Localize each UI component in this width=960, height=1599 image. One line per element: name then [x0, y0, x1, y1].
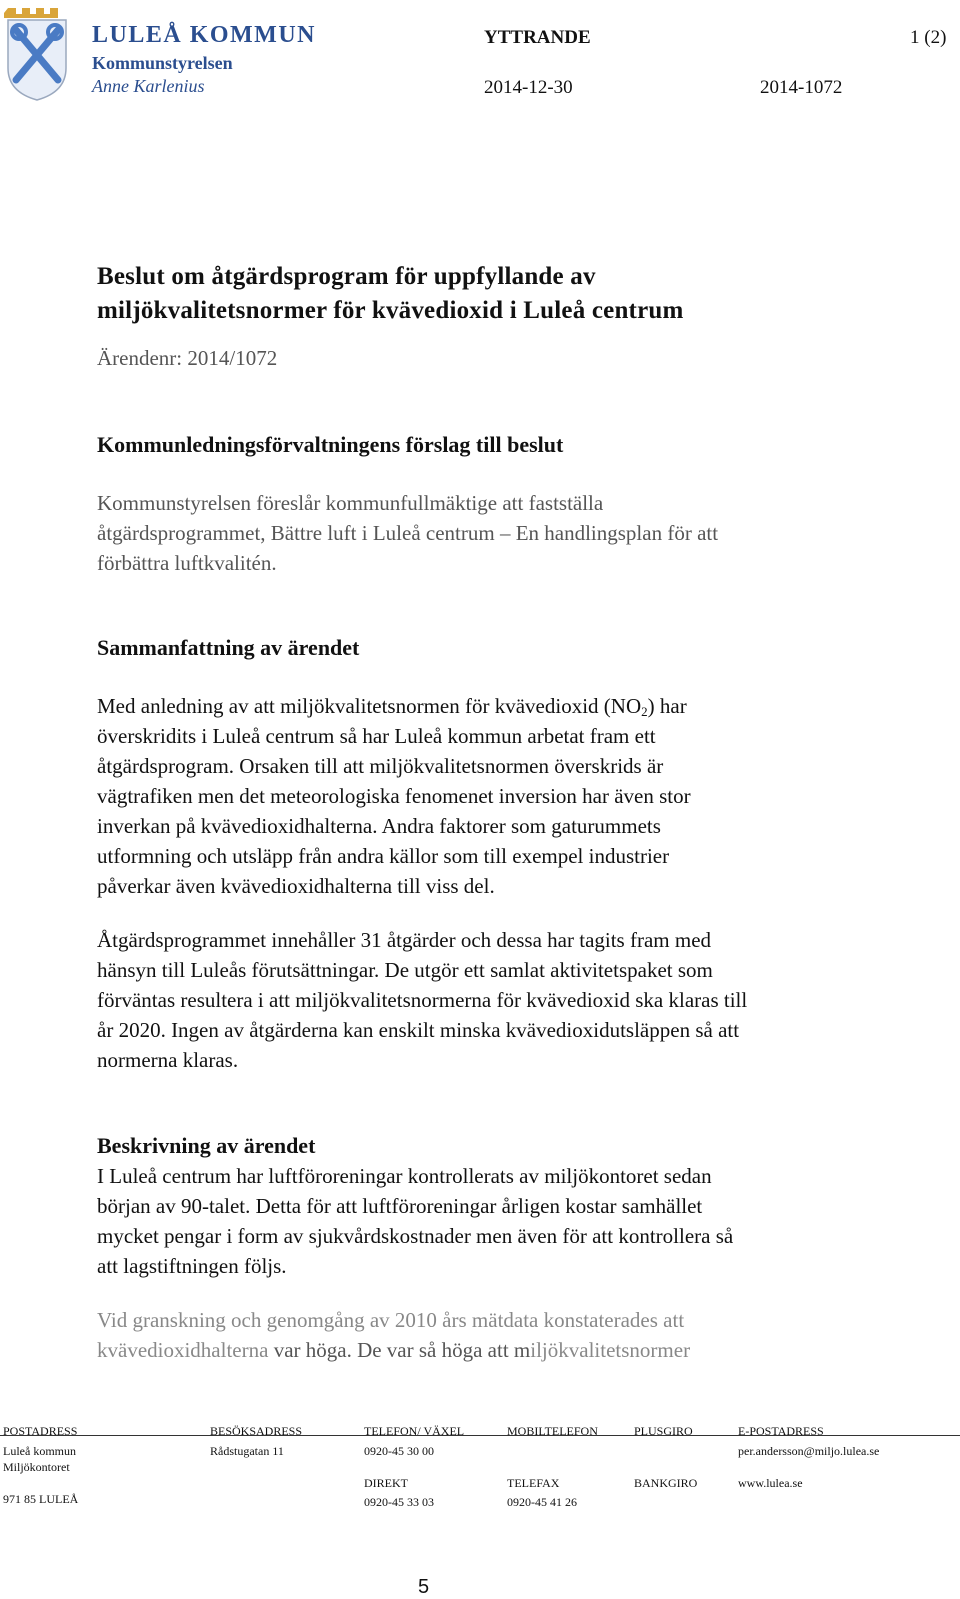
text-line: vägtrafiken men det meteorologiska fenomenet inversion har även stor: [97, 784, 691, 808]
page-number: 5: [418, 1576, 430, 1598]
lulea-crest-logo: [4, 2, 72, 102]
text-line: hänsyn till Luleås förutsättningar. De utgör ett samlat aktivitetspaket som: [97, 958, 713, 982]
footer-email-link[interactable]: per.andersson@miljo.lulea.se: [738, 1444, 880, 1458]
footer-postal-line: Miljökontoret: [3, 1460, 70, 1474]
description-paragraph: [97, 1161, 857, 1281]
summary-paragraph-2: [97, 925, 897, 1075]
footer-direct-value: 0920-45 33 03: [364, 1495, 434, 1509]
title-line: miljökvalitetsnormer för kvävedioxid i Luleå centrum: [97, 297, 684, 324]
footer-email-label: E-POSTADRESS: [738, 1424, 824, 1438]
text-line: början av 90-talet. Detta för att luftföroreningar årligen kostar samhället: [97, 1194, 703, 1218]
document-date: 2014-12-30: [484, 77, 573, 98]
description-heading: Beskrivning av ärendet: [97, 1133, 316, 1158]
footer-website-link[interactable]: www.lulea.se: [738, 1476, 803, 1490]
footer-fax-label: TELEFAX: [507, 1476, 560, 1490]
text-line: inverkan på kvävedioxidhalterna. Andra faktorer som gaturummets: [97, 814, 661, 838]
text-line: kvävedioxidhalterna var höga. De var så höga att miljökvalitetsnormer: [97, 1338, 691, 1362]
footer-direct-label: DIREKT: [364, 1476, 408, 1490]
text-line: mycket pengar i form av sjukvårdskostnader men även för att kontrollera så: [97, 1224, 734, 1248]
summary-paragraph-1: [97, 691, 857, 901]
footer-postal-label: POSTADRESS: [3, 1424, 78, 1438]
footer-mobile-label: MOBILTELEFON: [507, 1424, 598, 1438]
footer-phone-label: TELEFON/ VÄXEL: [364, 1424, 465, 1438]
text-line: påverkar även kvävedioxidhalterna till viss del.: [97, 874, 495, 898]
subscript: 2: [641, 704, 648, 719]
footer-postal-line: Luleå kommun: [3, 1444, 76, 1458]
proposal-text: [97, 488, 857, 578]
text-line: normerna klaras.: [97, 1048, 239, 1072]
footer-visit-label: BESÖKSADRESS: [210, 1424, 303, 1438]
text-line: överskridits i Luleå centrum så har Luleå kommun arbetat fram ett: [97, 724, 656, 748]
text-line: I Luleå centrum har luftföroreningar kontrollerats av miljökontoret sedan: [97, 1164, 712, 1188]
text-line: Med anledning av att miljökvalitetsnormen för kvävedioxid $(NO_2)$ har: [97, 694, 687, 719]
summary-heading: Sammanfattning av ärendet: [97, 635, 360, 660]
case-number: Ärendenr: 2014/1072: [97, 346, 278, 370]
proposal-heading: Kommunledningsförvaltningens förslag till beslut: [97, 432, 564, 457]
document-title: [97, 260, 857, 328]
description-paragraph-2: [97, 1305, 857, 1365]
text-line: att lagstiftningen följs.: [97, 1254, 287, 1278]
footer-plusgiro-label: PLUSGIRO: [634, 1424, 693, 1438]
footer-postal-line: 971 85 LULEÅ: [3, 1492, 79, 1506]
text-line: förväntas resultera i att miljökvalitetsnormerna för kvävedioxid ska klaras till: [97, 988, 748, 1012]
text-line: Kommunstyrelsen föreslår kommunfullmäktige att fastställa: [97, 491, 604, 515]
footer-visit-value: Rådstugatan 11: [210, 1444, 284, 1458]
document-reference: 2014-1072: [760, 77, 843, 98]
document-type: YTTRANDE: [484, 27, 591, 48]
footer-phone-value: 0920-45 30 00: [364, 1444, 434, 1458]
department: Kommunstyrelsen: [92, 53, 233, 73]
text-line: förbättra luftkvalitén.: [97, 551, 277, 575]
author-name: Anne Karlenius: [92, 76, 205, 96]
org-name: LULEÅ KOMMUN: [92, 22, 316, 48]
text-line: åtgärdsprogrammet, Bättre luft i Luleå centrum – En handlingsplan för att: [97, 521, 719, 545]
text-line: Åtgärdsprogrammet innehåller 31 åtgärder och dessa har tagits fram med: [97, 928, 712, 952]
footer-bankgiro-label: BANKGIRO: [634, 1476, 698, 1490]
page-indicator: 1 (2): [910, 27, 947, 48]
text-line: åtgärdsprogram. Orsaken till att miljökvalitetsnormen överskrids är: [97, 754, 664, 778]
text-line: utformning och utsläpp från andra källor som till exempel industrier: [97, 844, 670, 868]
footer-fax-value: 0920-45 41 26: [507, 1495, 577, 1509]
text-line: Vid granskning och genomgång av 2010 års mätdata konstaterades att: [97, 1308, 685, 1332]
title-line: Beslut om åtgärdsprogram för uppfyllande av: [97, 263, 596, 290]
text-line: år 2020. Ingen av åtgärderna kan enskilt minska kvävedioxidutsläppen så att: [97, 1018, 740, 1042]
